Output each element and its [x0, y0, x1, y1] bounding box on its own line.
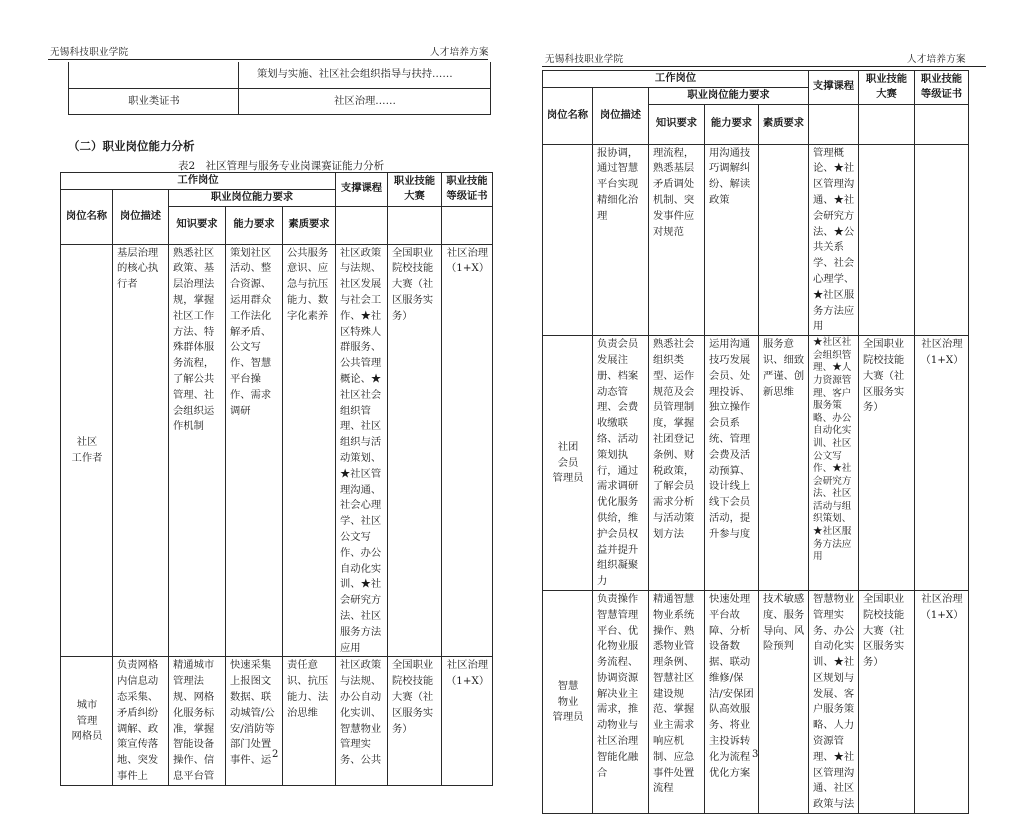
header-school: 无锡科技职业学院 [545, 54, 624, 65]
th-work-post: 工作岗位 [543, 71, 809, 88]
ability-req: 快速采集上报图文数据、联动城管/公安/消防等部门处置事件、运 [226, 657, 283, 785]
skill-contest: 全国职业院校技能大赛（社区服务实务） [388, 657, 442, 785]
ability-req: 策划社区活动、整合资源、运用群众工作法化解矛盾、公文写作、智慧平台操作、需求调研 [226, 244, 283, 657]
support-course: ★社区社会组织管理、★人力资源管理、客户服务策略、办公自动化实训、社区公文写作、★社会研究方法、社区活动与组织策划、★社区服务方法应用 [809, 336, 859, 591]
post-desc: 负责操作智慧管理平台、优化物业服务流程、协调资源解决业主需求，推动物业与社区治理智能化融合 [593, 590, 649, 813]
knowledge-req: 精通城市管理法规、网格化服务标准，掌握智能设备操作、信息平台管 [169, 657, 226, 785]
page-right [512, 0, 1024, 811]
knowledge-req: 熟悉社区政策、基层治理法规，掌握社区工作方法、特殊群体服务流程，了解公共管理、社会组织运作机制 [169, 244, 226, 657]
th-post-name: 岗位名称 [543, 87, 593, 144]
ability-req: 运用沟通技巧发展会员、处理投诉、独立操作会员系统、管理会费及活动预算、设计线上线下会员活动，提升参与度 [705, 336, 759, 591]
skill-contest: 全国职业院校技能大赛（社区服务实务） [388, 244, 442, 657]
quality-req [759, 144, 809, 336]
knowledge-req: 理流程，熟悉基层矛盾调处机制、突发事件应对规范 [649, 144, 705, 336]
post-desc: 报协调，通过智慧平台实现精细化治理 [593, 144, 649, 336]
top-row-text: 策划与实施、社区社会组织指导与扶持…… [239, 62, 491, 88]
ability-req: 用沟通技巧调解纠纷、解读政策 [705, 144, 759, 336]
skill-cert [915, 144, 969, 336]
table-row [543, 590, 969, 813]
ability-req: 快速处理平台故障、分析设备数据、联动维修/保洁/安保团队高效服务、将业主投诉转化为流程优化方案 [705, 590, 759, 813]
th-skill-contest: 职业技能大赛 [388, 173, 442, 207]
post-name: 社区 工作者 [61, 244, 113, 657]
page-left [0, 0, 512, 807]
support-course: 管理概论、★社区管理沟通、★社会研究方法、★公共关系学、社会心理学、★社区服务方法应用 [809, 144, 859, 336]
header-rule [48, 59, 488, 60]
th-skill-cert: 职业技能等级证书 [442, 173, 493, 207]
header-doc-title: 人才培养方案 [430, 47, 489, 58]
header-doc-title: 人才培养方案 [907, 54, 966, 65]
th-ability-req: 职业岗位能力要求 [649, 87, 809, 104]
certificate-table [68, 62, 491, 115]
th-work-post: 工作岗位 [61, 173, 336, 190]
skill-contest [859, 144, 915, 336]
post-name [543, 144, 593, 336]
support-course: 社区政策与法规、社区发展与社会工作、★社区特殊人群服务、公共管理概论、★社区社会组织管理、社区组织与活动策划、★社区管理沟通、社会心理学、社区公文写作、办公自动化实训、★社会研究方法、社区服务方法应用 [336, 244, 388, 657]
skill-cert: 社区治理 （1+X） [442, 244, 493, 657]
table-row [543, 336, 969, 591]
table-row [543, 144, 969, 336]
th-knowledge: 知识要求 [649, 104, 705, 144]
skill-contest: 全国职业院校技能大赛（社区服务实务） [859, 336, 915, 591]
th-post-desc: 岗位描述 [593, 87, 649, 144]
cert-type-label: 职业类证书 [69, 88, 239, 114]
th-support-course: 支撑课程 [336, 173, 388, 207]
table-row [61, 244, 493, 657]
post-desc: 负责网格内信息动态采集、矛盾纠纷调解、政策宣传落地、突发事件上 [113, 657, 169, 785]
table-caption: 表2 社区管理与服务专业岗课赛证能力分析 [178, 160, 385, 172]
table-row [61, 657, 493, 785]
th-ability-req: 职业岗位能力要求 [169, 189, 336, 206]
section-title: （二）职业岗位能力分析 [68, 139, 195, 153]
th-quality: 素质要求 [283, 206, 336, 244]
page-number: 2 [272, 749, 279, 760]
quality-req: 服务意识、细致严谨、创新思维 [759, 336, 809, 591]
th-skill-cert: 职业技能等级证书 [915, 71, 969, 105]
knowledge-req: 精通智慧物业系统操作、熟悉物业管理条例、智慧社区建设规范、掌握业主需求响应机制、应急事件处置流程 [649, 590, 705, 813]
post-name: 智慧 物业 管理员 [543, 590, 593, 813]
post-desc: 负责会员发展注册、档案动态管理、会费收缴联络、活动策划执行，通过需求调研优化服务供给，维护会员权益并提升组织凝聚力 [593, 336, 649, 591]
post-name: 城市 管理 网格员 [61, 657, 113, 785]
ability-table-left [60, 172, 493, 786]
th-support-course: 支撑课程 [809, 71, 859, 105]
th-post-desc: 岗位描述 [113, 189, 169, 244]
quality-req: 责任意识、抗压能力、法治思维 [283, 657, 336, 785]
page-number: 3 [752, 749, 759, 760]
skill-cert: 社区治理 （1+X） [915, 336, 969, 591]
header-rule [542, 66, 986, 67]
cert-type-value: 社区治理…… [239, 88, 491, 114]
th-knowledge: 知识要求 [169, 206, 226, 244]
th-quality: 素质要求 [759, 104, 809, 144]
support-course: 智慧物业管理实务、办公自动化实训、★社区规划与发展、客户服务策略、人力资源管理、★社区管理沟通、社区政策与法 [809, 590, 859, 813]
post-desc: 基层治理的核心执行者 [113, 244, 169, 657]
post-name: 社团 会员 管理员 [543, 336, 593, 591]
th-skill-contest: 职业技能大赛 [859, 71, 915, 105]
ability-table-right [542, 70, 969, 814]
th-ability: 能力要求 [705, 104, 759, 144]
support-course: 社区政策与法规、办公自动化实训、智慧物业管理实务、公共 [336, 657, 388, 785]
header-school: 无锡科技职业学院 [50, 47, 129, 58]
skill-contest: 全国职业院校技能大赛（社区服务实务） [859, 590, 915, 813]
skill-cert: 社区治理 （1+X） [442, 657, 493, 785]
quality-req: 技术敏感度、服务导向、风险预判 [759, 590, 809, 813]
th-ability: 能力要求 [226, 206, 283, 244]
th-post-name: 岗位名称 [61, 189, 113, 244]
skill-cert: 社区治理 （1+X） [915, 590, 969, 813]
quality-req: 公共服务意识、应急与抗压能力、数字化素养 [283, 244, 336, 657]
knowledge-req: 熟悉社会组织类型、运作规范及会员管理制度，掌握社团登记条例、财税政策，了解会员需求分析与活动策划方法 [649, 336, 705, 591]
